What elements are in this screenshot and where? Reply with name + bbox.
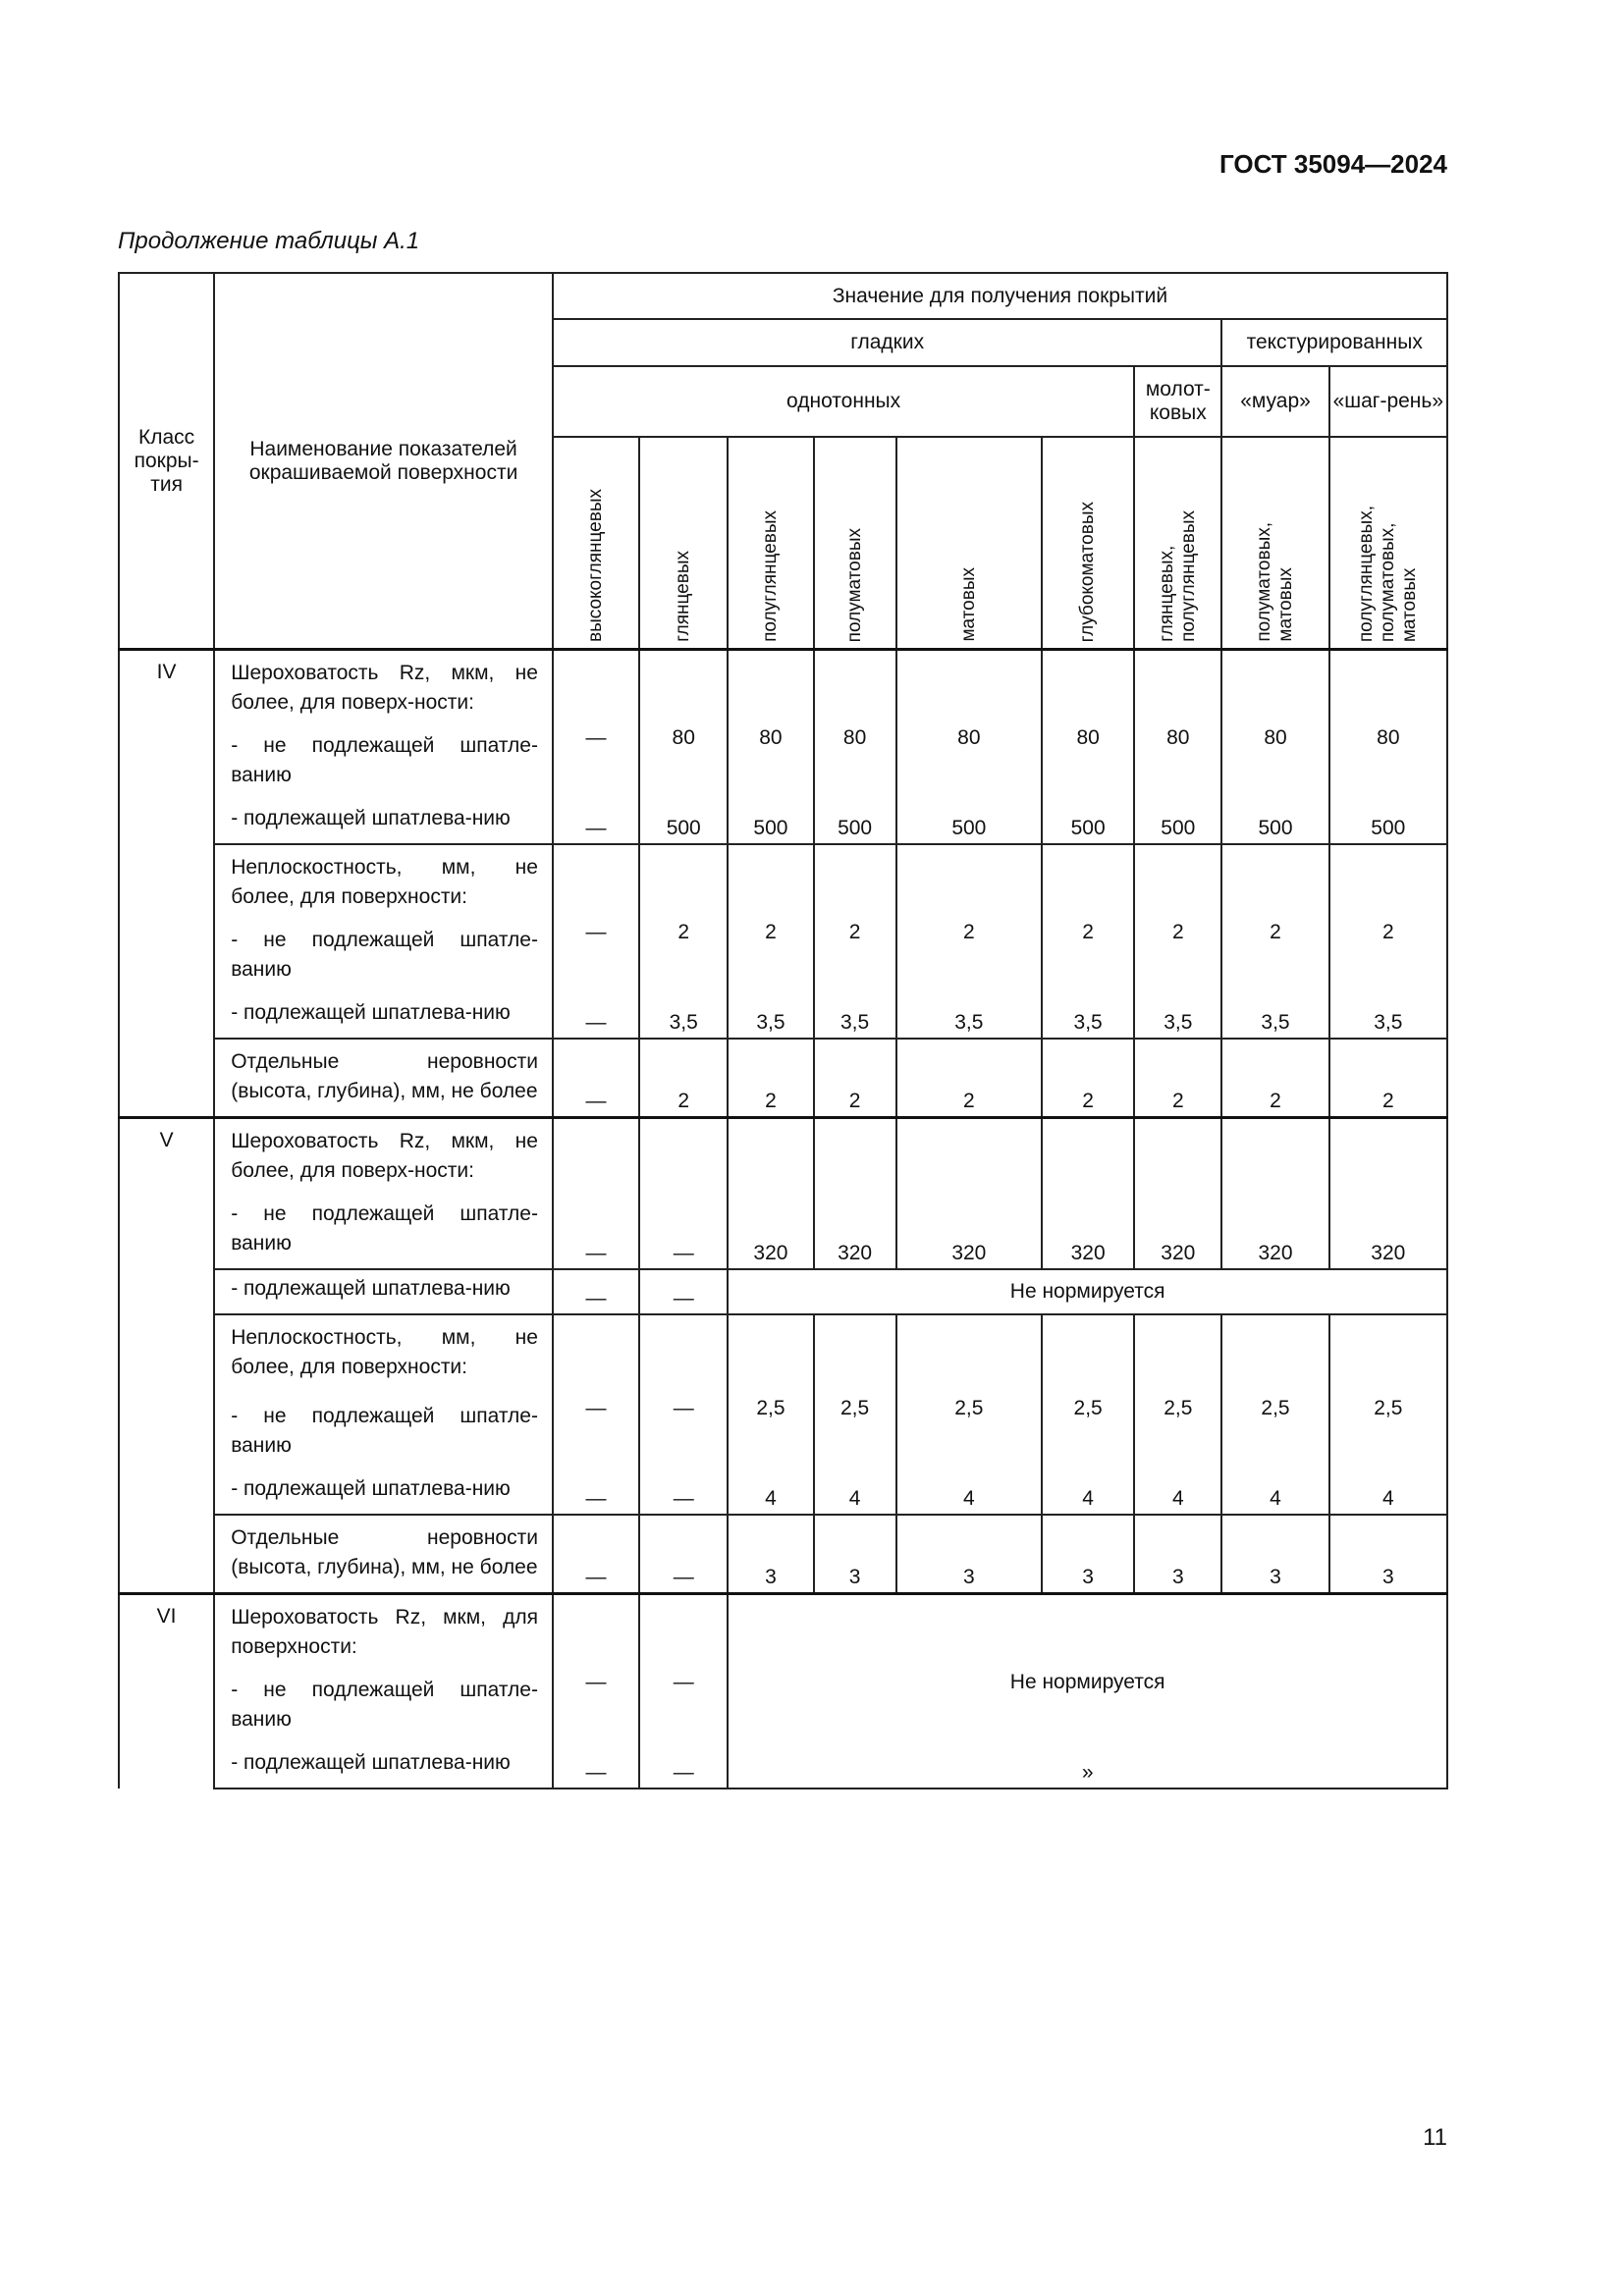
indicator-cell (214, 650, 553, 845)
table-row (119, 1594, 1447, 1789)
value-cell: 3 (728, 1515, 813, 1594)
indicator-sub: - подлежащей шпатлева-нию (231, 1477, 511, 1500)
table-row (119, 1118, 1447, 1270)
header-plain: однотонных (553, 366, 1134, 437)
value-cell: 2 (814, 1039, 896, 1118)
table-row (119, 1039, 1447, 1118)
table-row (119, 1515, 1447, 1594)
value-cell: — — (639, 1594, 728, 1789)
indicator-title: Отдельные неровности (высота, глубина), мм, не более (231, 1050, 538, 1102)
value-cell: 320 (1134, 1118, 1221, 1270)
value-cell: 2,5 4 (1329, 1314, 1447, 1515)
indicator-title: Шероховатость Rz, мкм, для поверхности: (231, 1606, 538, 1658)
header-col (553, 437, 639, 650)
value-cell: 80 500 (1221, 650, 1328, 845)
value-cell: 2,5 4 (1221, 1314, 1328, 1515)
value-cell: — (553, 1515, 639, 1594)
value-cell: 2 (896, 1039, 1042, 1118)
col-label: полуматовых (843, 527, 865, 642)
col-label: глубокоматовых (1077, 501, 1099, 642)
indicator-cell (214, 844, 553, 1039)
header-smooth: гладких (553, 319, 1221, 366)
col-label: глянцевых (673, 551, 694, 642)
value-cell: 80 500 (1042, 650, 1134, 845)
indicator-title: Неплоскостность, мм, не более, для поверхности: (231, 856, 538, 908)
table-row (119, 650, 1447, 845)
col-label: высокоглянцевых (585, 489, 607, 642)
value-cell: 80 500 (896, 650, 1042, 845)
value-cell: 3 (814, 1515, 896, 1594)
col-label: полуглянцевых (759, 510, 781, 642)
value-cell: 3 (1221, 1515, 1328, 1594)
indicator-sub: - не подлежащей шпатле-ванию (231, 929, 538, 981)
not-normed-cell (728, 1269, 1447, 1314)
indicator-sub: - подлежащей шпатлева-нию (231, 807, 511, 829)
header-shagreen: «шаг-рень» (1329, 366, 1447, 437)
header-col (639, 437, 728, 650)
col-label: глянцевых, полуглянцевых (1156, 510, 1199, 642)
col-label: матовых (957, 567, 979, 642)
value-cell: — — (553, 844, 639, 1039)
value-cell: 80 500 (1329, 650, 1447, 845)
col-label: полуматовых, матовых (1254, 522, 1297, 642)
indicator-cell (214, 1594, 553, 1789)
value-cell: 80 500 (728, 650, 813, 845)
class-label: IV (119, 650, 214, 1118)
value-cell: 2 3,5 (814, 844, 896, 1039)
value-cell: — — (553, 1594, 639, 1789)
class-label: VI (119, 1594, 214, 1789)
value-cell: 2,5 4 (1134, 1314, 1221, 1515)
value-cell: 2 (639, 1039, 728, 1118)
value-cell: — — (553, 1314, 639, 1515)
header-row-1 (119, 273, 1447, 319)
value-cell: 2,5 4 (896, 1314, 1042, 1515)
header-col (728, 437, 813, 650)
table-row (119, 844, 1447, 1039)
header-textured: текстурированных (1221, 319, 1447, 366)
value-cell: 2 3,5 (1042, 844, 1134, 1039)
indicator-sub: - не подлежащей шпатле-ванию (231, 1405, 538, 1457)
indicator-title: Отдельные неровности (высота, глубина), мм, не более (231, 1526, 538, 1578)
value-cell: 3 (1042, 1515, 1134, 1594)
value-cell: 3 (1134, 1515, 1221, 1594)
col-label: полуглянцевых, полуматовых, матовых (1355, 505, 1420, 642)
value-cell: 2,5 4 (728, 1314, 813, 1515)
header-col (814, 437, 896, 650)
value-cell: 2 3,5 (639, 844, 728, 1039)
spec-table (118, 272, 1448, 1789)
value-cell: 2 3,5 (1134, 844, 1221, 1039)
value-cell: 2,5 4 (1042, 1314, 1134, 1515)
indicator-sub: - не подлежащей шпатле-ванию (231, 1679, 538, 1731)
value-cell: 320 (728, 1118, 813, 1270)
value-cell: — (639, 1118, 728, 1270)
value-cell: 80 500 (814, 650, 896, 845)
value-cell: — (553, 1118, 639, 1270)
value-cell: — — (639, 1314, 728, 1515)
value-cell: 80 500 (1134, 650, 1221, 845)
header-col (896, 437, 1042, 650)
value-cell: 320 (1329, 1118, 1447, 1270)
table-caption: Продолжение таблицы А.1 (118, 228, 420, 254)
indicator-cell (214, 1118, 553, 1270)
indicator-title: Шероховатость Rz, мкм, не более, для поверх-ности: (231, 662, 538, 714)
indicator-sub: - подлежащей шпатлева-нию (231, 1001, 511, 1024)
indicator-sub: - не подлежащей шпатле-ванию (231, 734, 538, 786)
value-cell: 2 (1329, 1039, 1447, 1118)
header-moire: «муар» (1221, 366, 1328, 437)
value-cell: — (639, 1269, 728, 1314)
value-cell: 2 3,5 (896, 844, 1042, 1039)
value-cell: 320 (1221, 1118, 1328, 1270)
indicator-cell (214, 1314, 553, 1515)
value-cell: — — (553, 650, 639, 845)
page-number: 11 (1423, 2124, 1447, 2151)
indicator-cell (214, 1039, 553, 1118)
indicator-sub: - не подлежащей шпатле-ванию (231, 1202, 538, 1255)
value-cell: — (553, 1269, 639, 1314)
table-row (119, 1314, 1447, 1515)
class-label: V (119, 1118, 214, 1594)
table-row (119, 1269, 1447, 1314)
indicator-title: Неплоскостность, мм, не более, для поверхности: (231, 1326, 538, 1378)
value-cell: 2 3,5 (1329, 844, 1447, 1039)
header-class: Класс покры-тия (119, 273, 214, 650)
value-cell: 2,5 4 (814, 1314, 896, 1515)
indicator-sub: - подлежащей шпатлева-нию (231, 1751, 511, 1774)
header-col (1221, 437, 1328, 650)
value-cell: 2 (728, 1039, 813, 1118)
value-cell: 3 (1329, 1515, 1447, 1594)
indicator-cell (214, 1269, 553, 1314)
not-normed-label: Не нормируется (1009, 1671, 1165, 1693)
value-cell: 320 (814, 1118, 896, 1270)
value-cell: 2 3,5 (728, 844, 813, 1039)
indicator-title: Шероховатость Rz, мкм, не более, для поверх-ности: (231, 1130, 538, 1182)
value-cell: 2 (1042, 1039, 1134, 1118)
value-cell: 80 500 (639, 650, 728, 845)
ditto-mark: » (1081, 1761, 1094, 1784)
header-indicator-name: Наименование показателей окрашиваемой поверхности (214, 273, 553, 650)
header-col (1042, 437, 1134, 650)
value-cell: 320 (1042, 1118, 1134, 1270)
indicator-cell (214, 1515, 553, 1594)
not-normed-cell (728, 1594, 1447, 1789)
header-col (1134, 437, 1221, 650)
not-normed-label: Не нормируется (1009, 1280, 1165, 1303)
header-col (1329, 437, 1447, 650)
value-cell: — (553, 1039, 639, 1118)
header-hammer: молот-ковых (1134, 366, 1221, 437)
value-cell: 2 3,5 (1221, 844, 1328, 1039)
value-cell: 2 (1134, 1039, 1221, 1118)
header-values: Значение для получения покрытий (553, 273, 1447, 319)
indicator-sub: - подлежащей шпатлева-нию (231, 1277, 511, 1300)
document-code: ГОСТ 35094—2024 (1219, 149, 1447, 179)
value-cell: 2 (1221, 1039, 1328, 1118)
value-cell: — (639, 1515, 728, 1594)
value-cell: 320 (896, 1118, 1042, 1270)
value-cell: 3 (896, 1515, 1042, 1594)
